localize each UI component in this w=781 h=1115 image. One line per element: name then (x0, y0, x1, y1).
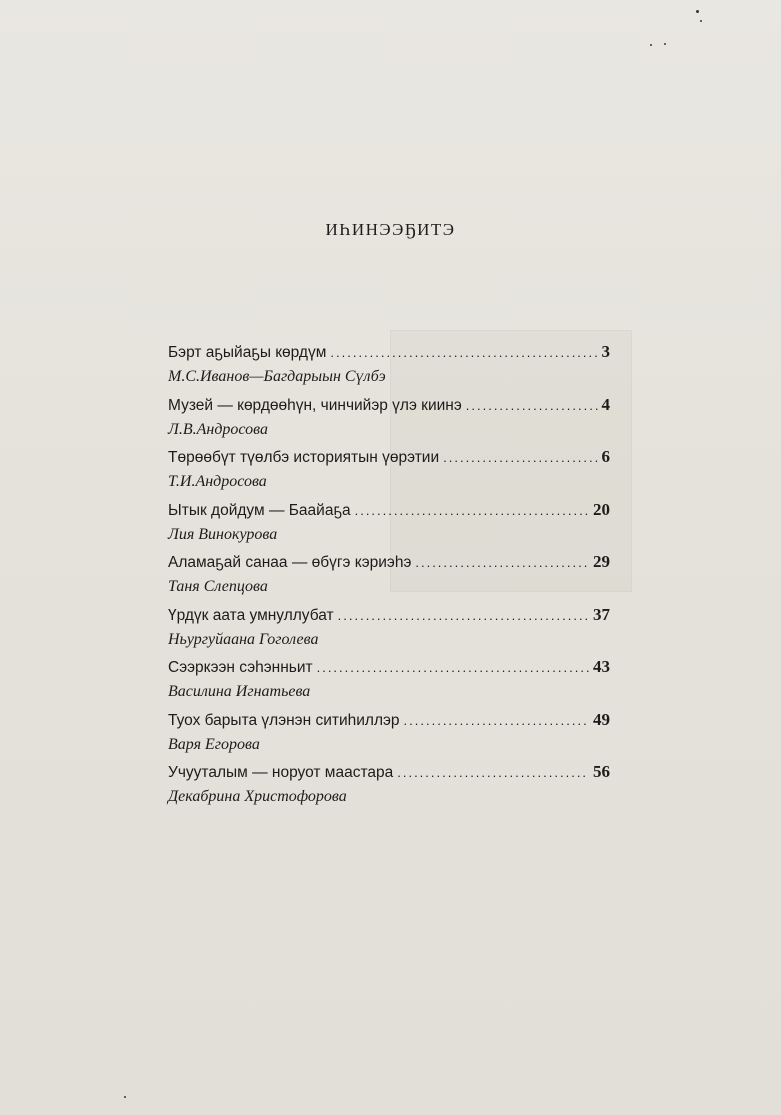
toc-author: Ньургуйаана Гоголева (168, 630, 319, 648)
toc-line (168, 447, 610, 471)
print-speck (664, 43, 666, 45)
toc-page-number: 6 (601, 447, 610, 466)
dot-leader (330, 345, 597, 360)
toc-line (168, 342, 610, 366)
toc-page-number: 20 (593, 499, 610, 519)
dot-leader (404, 713, 589, 728)
toc-author: Декабрина Христофорова (168, 788, 347, 805)
toc-page-number: 3 (601, 342, 610, 361)
toc-entry (168, 552, 610, 605)
toc-title: Төрөөбүт түөлбэ историятын үөрэтии (168, 449, 440, 466)
toc-page-number: 29 (593, 552, 610, 571)
toc-entry (168, 342, 610, 395)
dot-leader (338, 608, 589, 623)
toc-author: Лия Винокурова (168, 525, 278, 543)
toc-page-number: 56 (593, 762, 610, 781)
print-speck (124, 1096, 126, 1098)
toc-title: Туох барыта үлэнэн ситиһиллэр (168, 711, 400, 729)
toc-entry (168, 395, 610, 448)
toc-line (168, 657, 610, 681)
toc-title: Ытык дойдум — Баайаҕа (168, 501, 351, 519)
toc-title: Учууталым — норуот маастара (168, 764, 394, 781)
toc-title: Сээркээн сэһэнньит (168, 659, 313, 676)
toc-page-number: 4 (601, 394, 610, 414)
toc-author: М.С.Иванов—Багдарыын Сүлбэ (168, 368, 386, 385)
dot-leader (466, 398, 598, 413)
toc-title: Музей — көрдөөһүн, чинчийэр үлэ киинэ (168, 396, 462, 414)
contents-heading: ИҺИНЭЭҔИТЭ (325, 220, 456, 239)
dot-leader (355, 503, 589, 518)
toc-author: Таня Слепцова (168, 578, 268, 595)
toc-page-number: 43 (593, 657, 610, 676)
toc-author: Л.В.Андросова (168, 420, 268, 438)
toc-title: Үрдүк аата умнуллубат (168, 606, 334, 624)
toc-entry (168, 605, 610, 658)
toc-line (168, 605, 610, 629)
toc-page-number: 37 (593, 604, 610, 624)
dot-leader (415, 555, 589, 570)
print-speck (650, 44, 652, 46)
toc-title: Бэрт аҕыйаҕы көрдүм (168, 344, 327, 361)
toc-author: Варя Егорова (168, 735, 260, 753)
toc-entry (168, 710, 610, 763)
print-speck (700, 20, 702, 22)
table-of-contents (168, 342, 610, 815)
toc-entry (168, 447, 610, 500)
toc-line (168, 552, 610, 576)
print-speck (696, 10, 699, 13)
toc-entry (168, 657, 610, 710)
toc-line (168, 395, 610, 419)
toc-entry (168, 762, 610, 815)
toc-author: Т.И.Андросова (168, 473, 267, 490)
toc-page-number: 49 (593, 709, 610, 729)
toc-title: Аламаҕай санаа — өбүгэ кэриэһэ (168, 554, 412, 571)
toc-line (168, 710, 610, 734)
dot-leader (397, 765, 589, 780)
toc-line (168, 500, 610, 524)
dot-leader (443, 450, 597, 465)
toc-entry (168, 500, 610, 553)
toc-author: Василина Игнатьева (168, 683, 311, 700)
toc-line (168, 762, 610, 786)
dot-leader (317, 660, 589, 675)
